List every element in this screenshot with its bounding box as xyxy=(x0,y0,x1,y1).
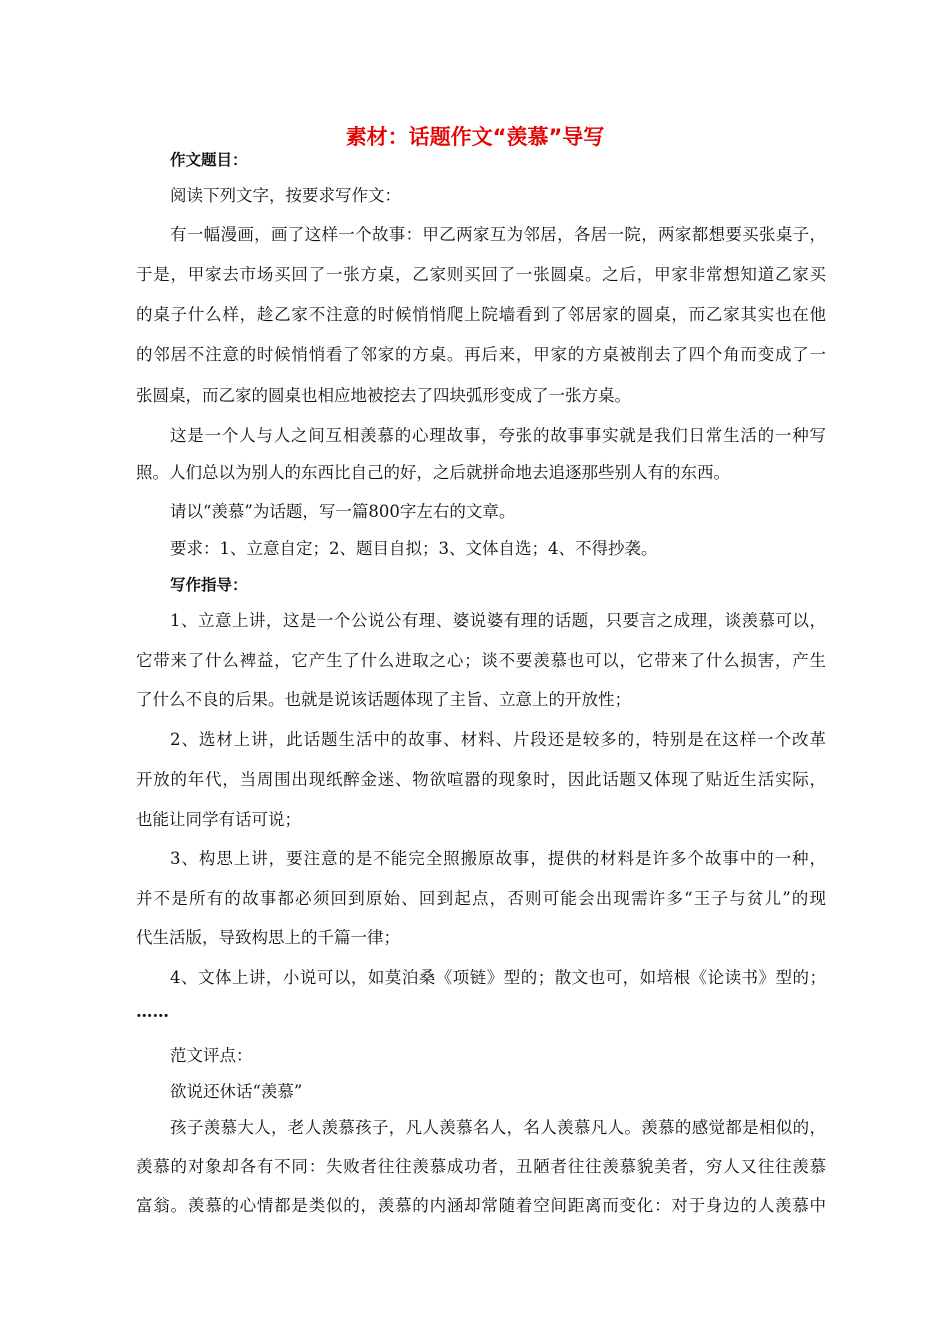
section-heading-guide: 写作指导： xyxy=(170,576,248,594)
guide-line: 并不是所有的故事都必须回到原始、回到起点，否则可能会出现需许多“王子与贫儿”的现 xyxy=(136,889,826,908)
writing-requirements: 要求：1、立意自定；2、题目自拟；3、文体自选；4、不得抄袭。 xyxy=(170,539,658,558)
sample-heading: 范文评点： xyxy=(170,1046,253,1065)
guide-line: 了什么不良的后果。也就是说该话题体现了主旨、立意上的开放性； xyxy=(136,690,631,709)
story-line: 有一幅漫画，画了这样一个故事：甲乙两家互为邻居，各居一院，两家都想要买张桌子， xyxy=(170,225,826,244)
sample-title: 欲说还休话“羡慕” xyxy=(170,1082,303,1101)
section-heading-prompt: 作文题目： xyxy=(170,151,248,169)
sample-line: 孩子羡慕大人，老人羡慕孩子，凡人羡慕名人，名人羡慕凡人。羡慕的感觉都是相似的， xyxy=(170,1118,826,1137)
guide-line: 也能让同学有话可说； xyxy=(136,810,301,829)
story-line: 的桌子什么样，趁乙家不注意的时候悄悄爬上院墙看到了邻居家的圆桌，而乙家其实也在他 xyxy=(136,305,826,324)
writing-task: 请以“羡慕”为话题，写一篇800字左右的文章。 xyxy=(170,502,516,521)
sample-line: 富翁。羡慕的心情都是类似的，羡慕的内涵却常随着空间距离而变化：对于身边的人羡慕中 xyxy=(136,1196,826,1215)
guide-line: 它带来了什么裨益，它产生了什么进取之心；谈不要羡慕也可以，它带来了什么损害，产生 xyxy=(136,651,826,670)
story-line: 张圆桌，而乙家的圆桌也相应地被挖去了四块弧形变成了一张方桌。 xyxy=(136,386,631,405)
guide-line: 代生活版，导致构思上的千篇一律； xyxy=(136,928,400,947)
ellipsis: …… xyxy=(136,1002,169,1021)
guide-line: 1、立意上讲，这是一个公说公有理、婆说婆有理的话题，只要言之成理，谈羡慕可以， xyxy=(170,611,826,630)
story-line: 的邻居不注意的时候悄悄看了邻家的方桌。再后来，甲家的方桌被削去了四个角而变成了一 xyxy=(136,345,826,364)
comment-line: 照。人们总以为别人的东西比自己的好，之后就拼命地去追逐那些别人有的东西。 xyxy=(136,463,730,482)
comment-line: 这是一个人与人之间互相羡慕的心理故事，夸张的故事事实就是我们日常生活的一种写 xyxy=(170,426,826,445)
guide-line: 开放的年代，当周围出现纸醉金迷、物欲喧嚣的现象时，因此话题又体现了贴近生活实际， xyxy=(136,770,826,789)
guide-line: 4、文体上讲，小说可以，如莫泊桑《项链》型的；散文也可，如培根《论读书》型的； xyxy=(170,968,826,987)
document-title: 素材：话题作文“羡慕”导写 xyxy=(345,125,605,149)
guide-line: 3、构思上讲，要注意的是不能完全照搬原故事，提供的材料是许多个故事中的一种， xyxy=(170,849,826,868)
sample-line: 羡慕的对象却各有不同：失败者往往羡慕成功者，丑陋者往往羡慕貌美者，穷人又往往羡慕 xyxy=(136,1157,826,1176)
prompt-intro: 阅读下列文字，按要求写作文： xyxy=(170,186,401,205)
guide-line: 2、选材上讲，此话题生活中的故事、材料、片段还是较多的，特别是在这样一个改革 xyxy=(170,730,826,749)
story-line: 于是，甲家去市场买回了一张方桌，乙家则买回了一张圆桌。之后，甲家非常想知道乙家买 xyxy=(136,265,826,284)
